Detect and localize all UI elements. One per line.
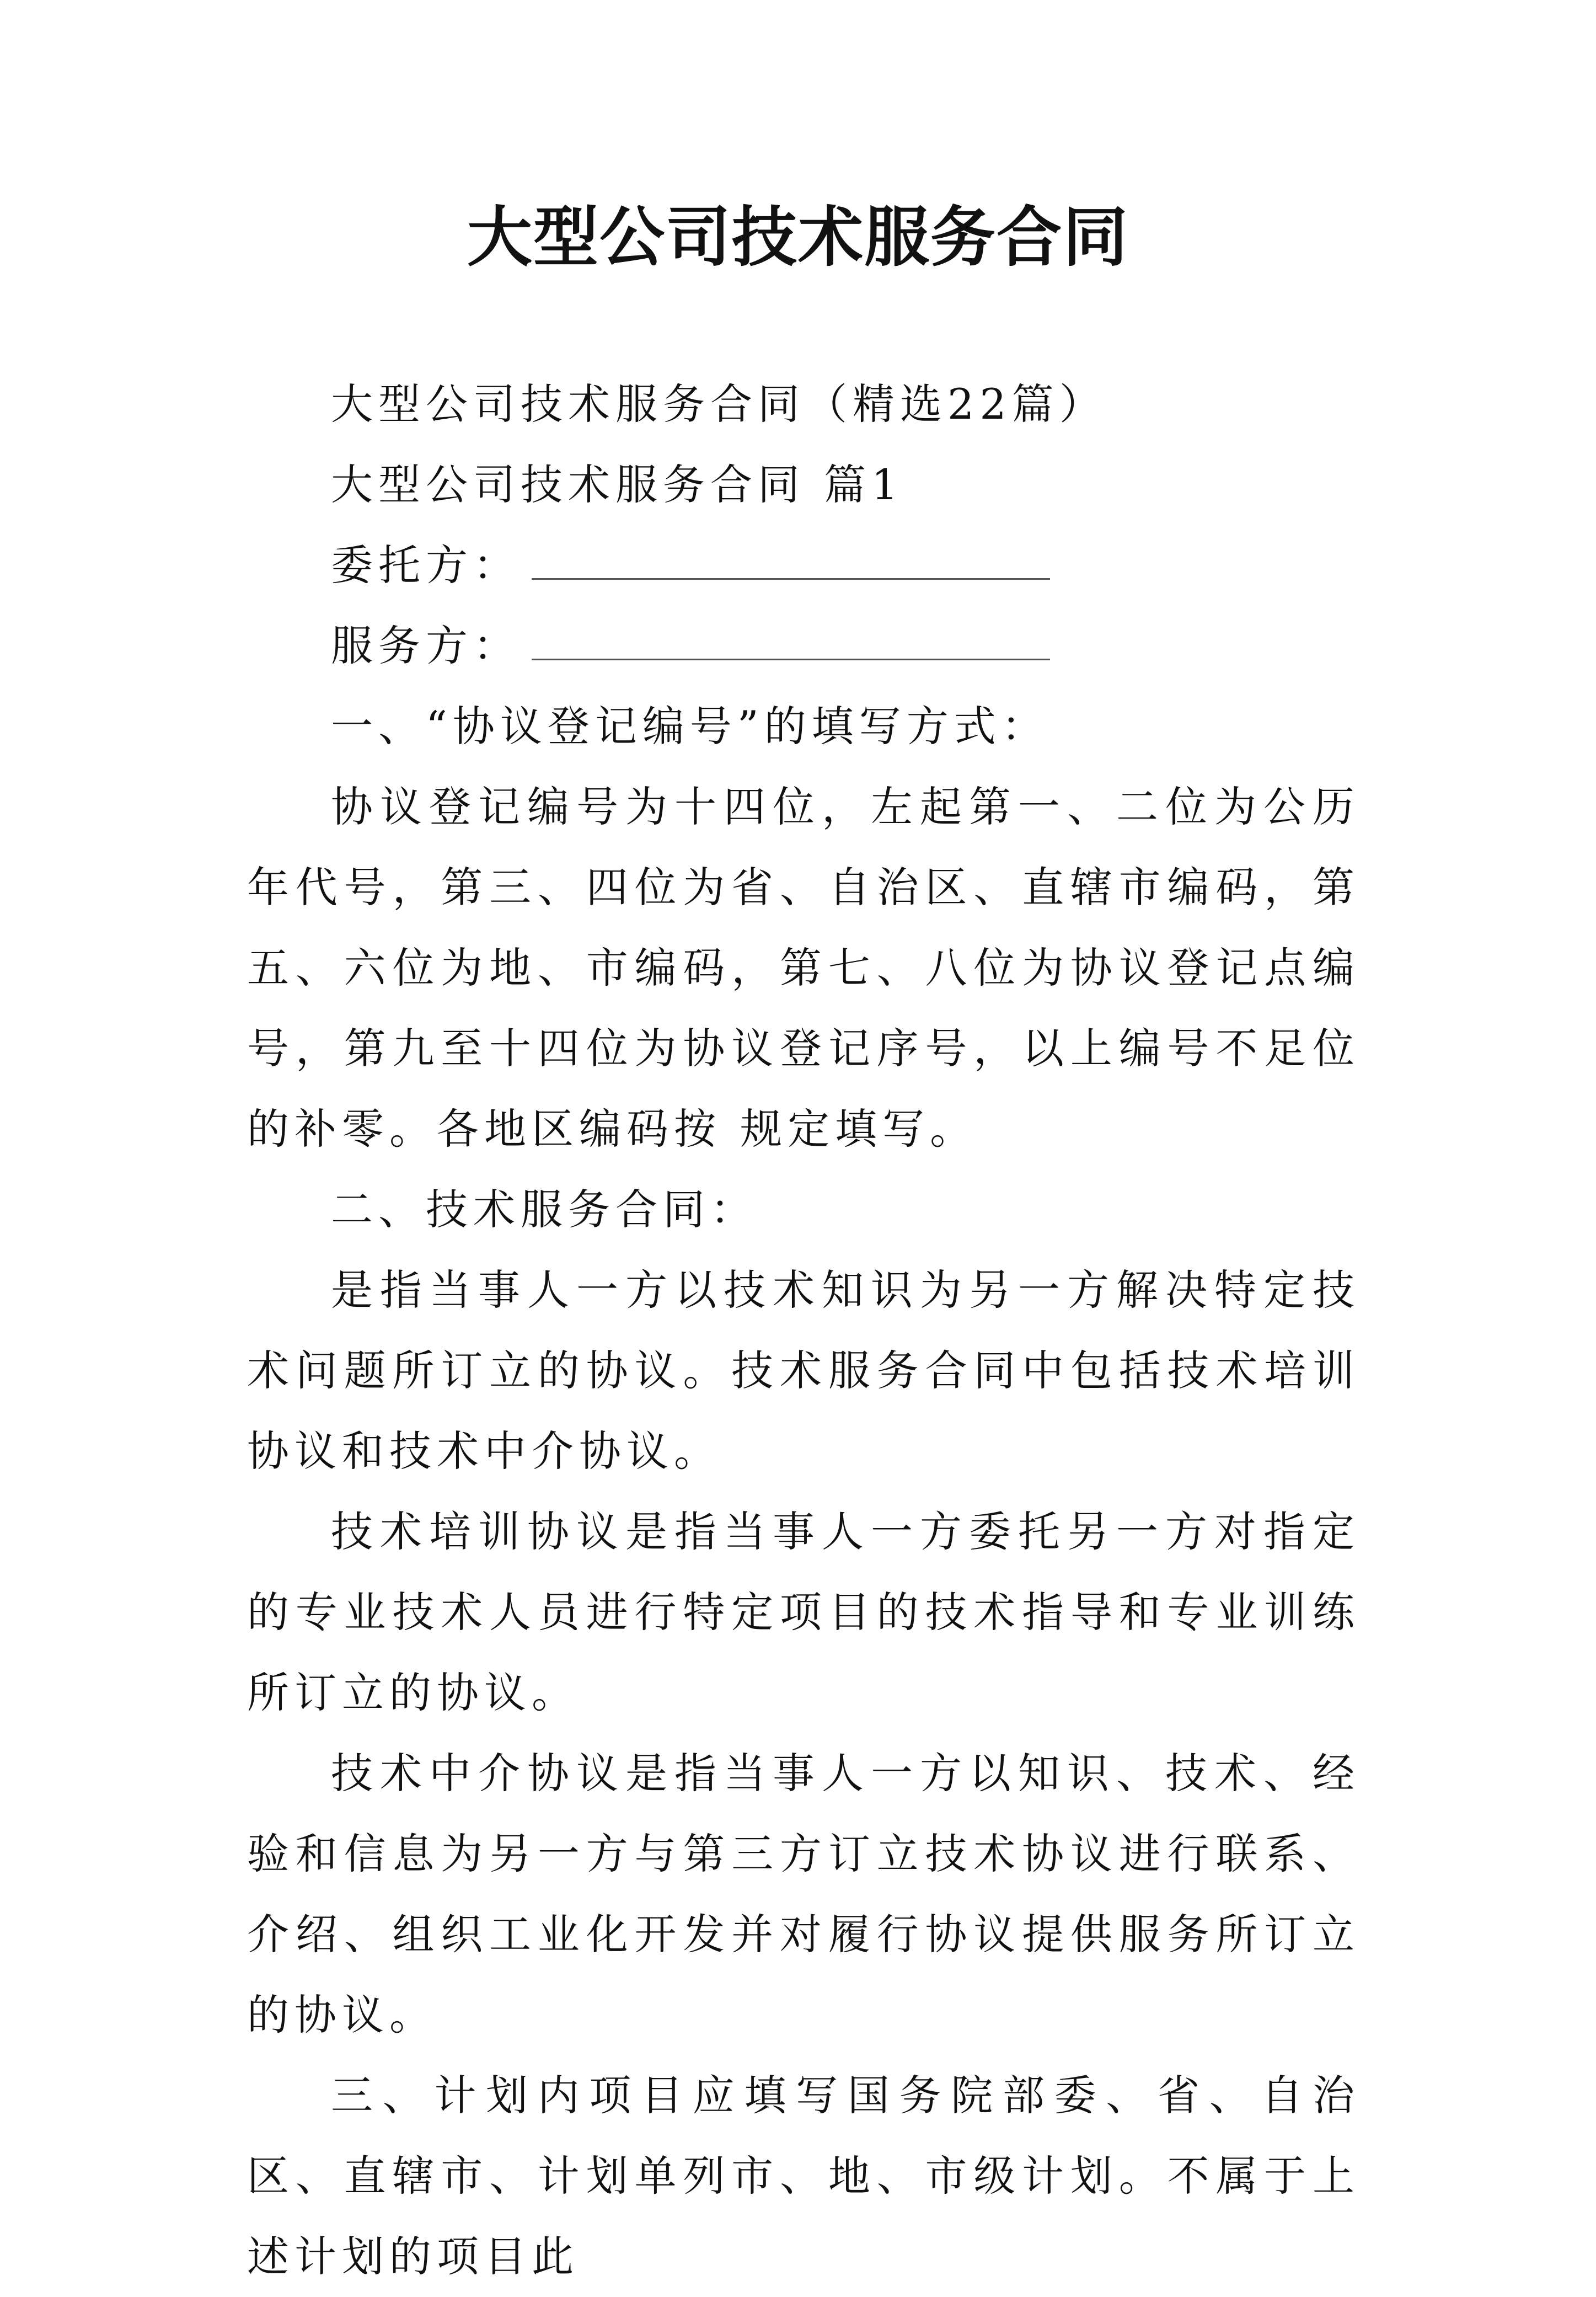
provider-blank [532, 626, 1050, 660]
paragraph-heading-2: 二、技术服务合同： [331, 1185, 758, 1234]
client-line [247, 525, 1360, 606]
client-blank [532, 545, 1050, 580]
paragraph: 三、计划内项目应填写国务院部委、省、自治区、直辖市、计划单列市、地、市级计划。不属于上述计划的项目此 [247, 2071, 1360, 2281]
section-heading: 大型公司技术服务合同 篇1 [331, 460, 904, 509]
client-label: 委托方： [331, 541, 521, 590]
document-subtitle: 大型公司技术服务合同（精选22篇） [331, 380, 1107, 429]
paragraph-heading-1: 一、“协议登记编号”的填写方式： [331, 702, 1049, 751]
document-body [247, 364, 1360, 2297]
paragraph: 协议登记编号为十四位，左起第一、二位为公历年代号，第三、四位为省、自治区、直辖市编码，第五、六位为地、市编码，第七、八位为协议登记点编号，第九至十四位为协议登记序号，以上编号不足位的补零。各地区编码按 规定填写。 [247, 782, 1360, 1153]
provider-label: 服务方： [331, 621, 521, 670]
document-title: 大型公司技术服务合同 [467, 199, 1129, 275]
provider-line [247, 606, 1360, 686]
paragraph: 技术中介协议是指当事人一方以知识、技术、经验和信息为另一方与第三方订立技术协议进行联系、介绍、组织工业化开发并对履行协议提供服务所订立的协议。 [247, 1749, 1360, 2039]
paragraph: 技术培训协议是指当事人一方委托另一方对指定的专业技术人员进行特定项目的技术指导和专业训练所订立的协议。 [247, 1507, 1360, 1717]
paragraph: 是指当事人一方以技术知识为另一方解决特定技术问题所订立的协议。技术服务合同中包括技术培训协议和技术中介协议。 [247, 1265, 1360, 1476]
